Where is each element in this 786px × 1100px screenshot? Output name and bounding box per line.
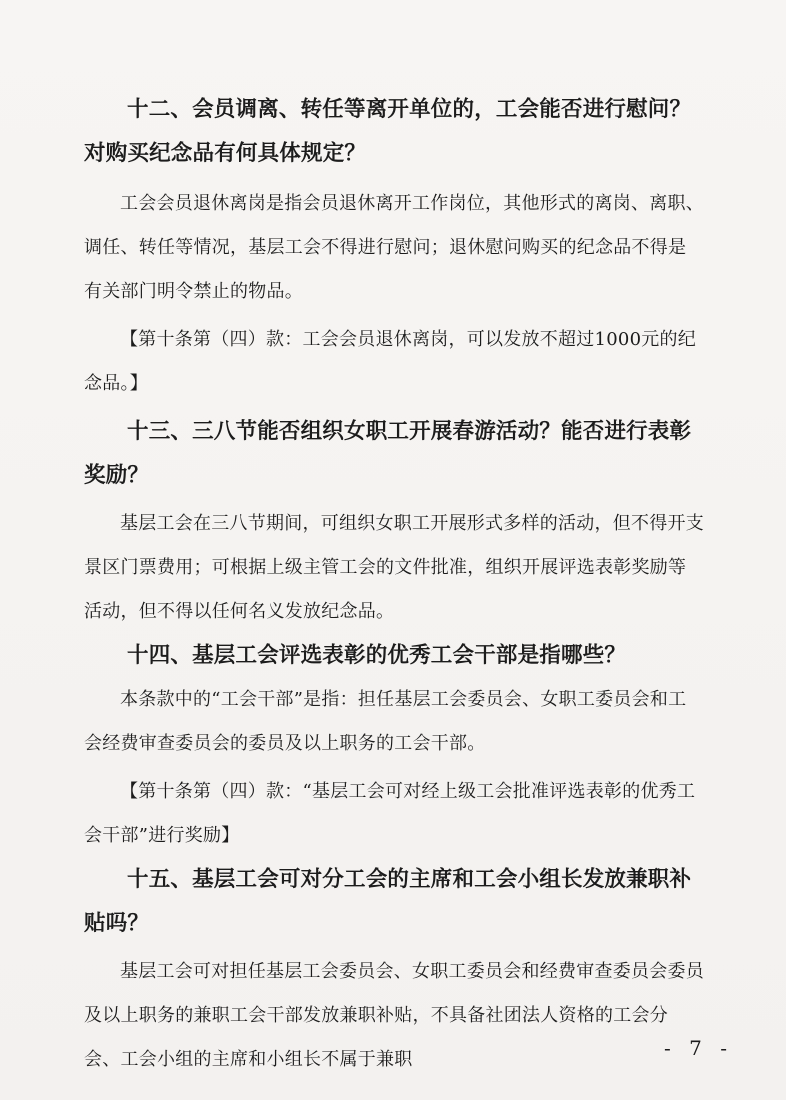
section-heading: 十五、基层工会可对分工会的主席和工会小组长发放兼职补贴吗？: [84, 867, 692, 936]
section-paragraph: 工会会员退休离岗是指会员退休离开工作岗位，其他形式的离岗、离职、调任、转任等情况，基层工会不得进行慰问；退休慰问购买的纪念品不得是有关部门明令禁止的物品。: [84, 193, 704, 302]
section-paragraph: 基层工会在三八节期间，可组织女职工开展形式多样的活动，但不得开支景区门票费用；可根据上级主管工会的文件批准，组织开展评选表彰奖励等活动，但不得以任何名义发放纪念品。: [84, 513, 704, 622]
section-paragraph: 基层工会可对担任基层工会委员会、女职工委员会和经费审查委员会委员及以上职务的兼职工会干部发放兼职补贴，不具备社团法人资格的工会分会、工会小组的主席和小组长不属于兼职: [84, 961, 704, 1070]
section-15: [84, 858, 704, 1082]
section-heading: 十三、三八节能否组织女职工开展春游活动？能否进行表彰奖励？: [84, 419, 692, 488]
section-12: [84, 88, 704, 406]
section-heading: 十二、会员调离、转任等离开单位的，工会能否进行慰问？对购买纪念品有何具体规定？: [84, 97, 692, 166]
section-heading: 十四、基层工会评选表彰的优秀工会干部是指哪些？: [127, 643, 627, 668]
section-citation: 【第十条第（四）款：“基层工会可对经上级工会批准评选表彰的优秀工会干部”进行奖励】: [84, 781, 696, 846]
section-13: [84, 410, 704, 634]
page-number: - 7 -: [664, 1036, 733, 1060]
section-14: [84, 634, 704, 858]
section-paragraph: 本条款中的“工会干部”是指：担任基层工会委员会、女职工委员会和工会经费审查委员会的委员及以上职务的工会干部。: [84, 689, 687, 754]
document-body: [84, 88, 704, 1082]
section-citation: 【第十条第（四）款：工会会员退休离岗，可以发放不超过1000元的纪念品。】: [84, 329, 697, 394]
